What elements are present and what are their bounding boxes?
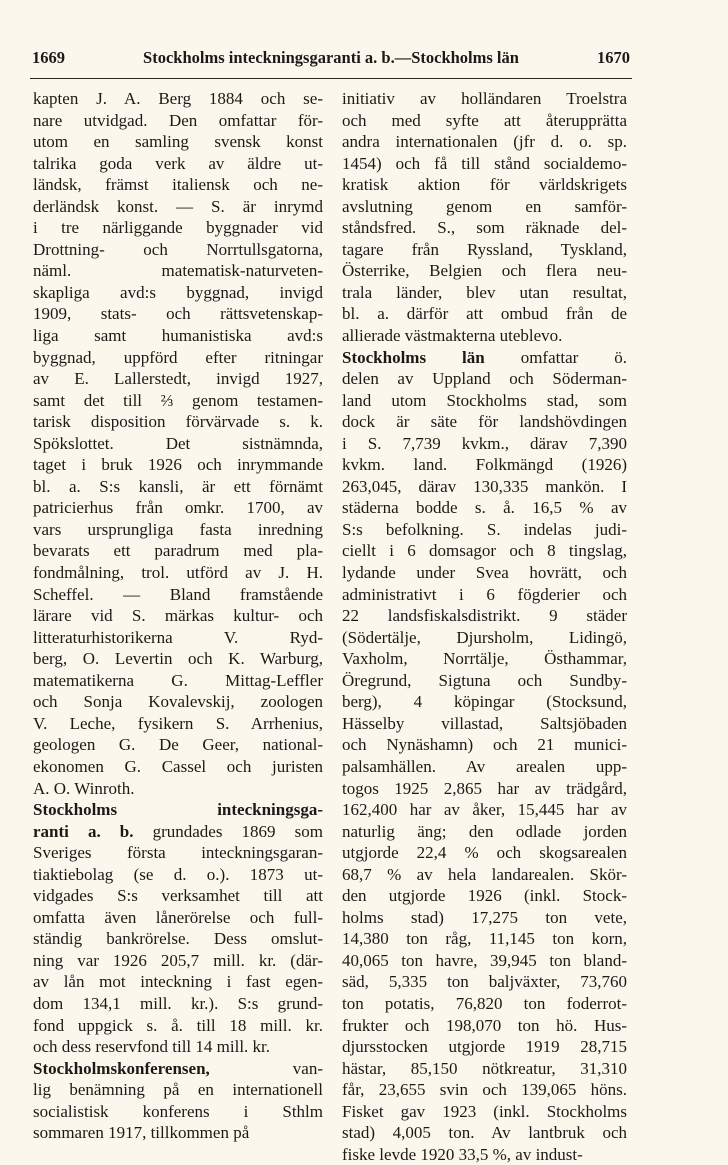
text-line: tiaktiebolag (se d. o.). 1873 ut- [33,864,323,884]
text-line: och Sonja Kovalevskij, zoologen [33,692,323,712]
text-line: initiativ av holländaren Troelstra [342,89,627,108]
text-line: ekonomen G. Cassel och juristen [33,756,323,776]
text-line: allierade västmakterna uteblevo. [342,326,563,346]
text-line: derländsk konst. — S. är inrymd [33,196,323,216]
text-line: djursstocken utgjorde 1919 28,715 [342,1037,627,1057]
text-line: utgjorde 22,4 % och skogsarealen [342,843,627,863]
text-line: bevarats ett paradrum med pla- [33,541,323,561]
text-line: tagare från Ryssland, Tyskland, [342,239,627,259]
text-line: 162,400 har av åker, 15,445 har av [342,800,627,820]
text-line: ciellt i 6 domsagor och 8 tingslag, [342,541,627,561]
text-line: den utgjorde 1926 (inkl. Stock- [342,886,627,906]
text-line: Stockholmskonferensen, van- [33,1058,323,1078]
text-line: omfatta även lånerörelse och full- [33,907,323,927]
text-line: bl. a. därför att ombud från de [342,304,627,324]
text-line: socialistisk konferens i Sthlm [33,1101,323,1121]
text-line: byggnad, uppförd efter ritningar [33,347,323,367]
text-line: sommaren 1917, tillkommen på [33,1123,250,1143]
text-line: stad) 4,005 ton. Av lantbruk och [342,1123,627,1143]
text-line: fond uppgick s. å. till 18 mill. kr. [33,1015,323,1035]
text-line: (Södertälje, Djursholm, Lidingö, [342,627,627,647]
text-line: palsamhällen. Av arealen upp- [342,756,627,776]
text-line: 68,7 % av hela landarealen. Skör- [342,864,627,884]
text-line: ståndsfred. S., som räknade del- [342,218,627,238]
text-line: Stockholms län omfattar ö. [342,347,627,367]
text-line: 40,065 ton havre, 39,945 ton bland- [342,950,627,970]
text-line: av lån mot inteckning i fast egen- [33,972,323,992]
text-line: säd, 5,335 ton baljväxter, 73,760 [342,972,627,992]
entry-headword: Stockholmskonferensen, [33,1058,210,1078]
text-line: fiske levde 1920 33,5 %, av indust- [342,1144,583,1164]
text-line: togos 1925 2,865 har av trädgård, [342,778,627,798]
text-line: i tre närliggande byggnader vid [33,218,323,238]
text-line: kapten J. A. Berg 1884 och se- [33,89,323,108]
text-line: Vaxholm, Norrtälje, Östhammar, [342,649,627,669]
text-line: berg), 4 köpingar (Stocksund, [342,692,627,712]
text-line: liga samt humanistiska avd:s [33,326,323,346]
text-line: kratisk aktion för världskrigets [342,175,627,195]
text-line: får, 23,655 svin och 139,065 höns. [342,1080,627,1100]
text-line: Drottning- och Norrtullsgatorna, [33,239,323,259]
text-line: delen av Uppland och Söderman- [342,369,627,389]
text-line: litteraturhistorikerna V. Ryd- [33,627,323,647]
text-line: ning var 1926 205,7 mill. kr. (där- [33,950,323,970]
text-line: 1909, stats- och rättsvetenskap- [33,304,323,324]
text-line: V. Leche, fysikern S. Arrhenius, [33,713,323,733]
text-line: holms stad) 17,275 ton vete, [342,907,627,927]
text-line: dock är säte för landshövdingen [342,412,627,432]
text-line: ständig bankrörelse. Dess omslut- [33,929,323,949]
text-line: taget i bruk 1926 och inrymmande [33,455,323,475]
text-line: av E. Lallerstedt, invigd 1927, [33,369,323,389]
text-line: Scheffel. — Bland framstående [33,584,323,604]
page-number-right: 1670 [597,48,630,67]
text-line: bl. a. S:s kansli, är ett förnämt [33,476,323,496]
text-line: tarisk disposition förvärvade s. k. [33,412,323,432]
text-line: i S. 7,739 kvkm., därav 7,390 [342,433,627,453]
running-title: Stockholms inteckningsgaranti a. b.—Stockholms län [143,48,519,67]
text-line: ländsk, främst italiensk och ne- [33,175,323,195]
text-line: nare utvidgad. Den omfattar för- [33,110,323,130]
entry-headword: Stockholms län [342,347,485,367]
text-line: A. O. Winroth. [33,778,135,798]
text-line: andra internationalen (jfr d. o. sp. [342,132,627,152]
entry-headword: ranti a. b. [33,821,134,841]
text-line: 263,045, därav 130,335 mankön. I [342,476,627,496]
text-line: Sveriges första inteckningsgaran- [33,843,323,863]
text-line: 1454) och få till stånd socialdemo- [342,153,627,173]
text-line: lydande under Svea hovrätt, och [342,563,627,583]
text-line: frukter och 198,070 ton hö. Hus- [342,1015,627,1035]
text-line: trala länder, blev utan resultat, [342,282,627,302]
text-line: 14,380 ton råg, 11,145 ton korn, [342,929,627,949]
text-line: administrativt i 6 fögderier och [342,584,627,604]
text-line: fondmålning, trol. utförd av J. H. [33,563,323,583]
text-line: ton potatis, 76,820 ton foderrot- [342,993,627,1013]
text-line [33,799,323,821]
text-line: patricierhus från omkr. 1700, av [33,498,323,518]
text-line: och med syfte att återupprätta [342,110,627,130]
text-line: skapliga avd:s byggnad, invigd [33,282,323,302]
text-line: vidgades S:s verksamhet till att [33,886,323,906]
text-line: naturlig äng; den odlade jorden [342,821,627,841]
text-line: matematikerna G. Mittag-Leffler [33,670,323,690]
page-number-left: 1669 [32,48,65,67]
text-line: ranti a. b. grundades 1869 som [33,821,323,841]
text-line: S:s befolkning. S. indelas judi- [342,519,627,539]
text-line: näml. matematisk-naturveten- [33,261,323,281]
text-line: lärare vid S. märkas kultur- och [33,606,323,626]
text-line: kvkm. land. Folkmängd (1926) [342,455,627,475]
left-column [33,88,323,1144]
page-header [30,42,632,79]
text-line: Spökslottet. Det sistnämnda, [33,433,323,453]
text-line: avslutning genom en samför- [342,196,627,216]
text-line: utom en samling svensk konst [33,132,323,152]
text-line: hästar, 85,150 nötkreatur, 31,310 [342,1058,627,1078]
text-line: vars ursprungliga fasta inredning [33,519,323,539]
text-line: och Nynäshamn) och 21 munici- [342,735,627,755]
text-line: samt det till ⅔ genom testamen- [33,390,323,410]
text-line: talrika goda verk av äldre ut- [33,153,323,173]
text-line: lig benämning på en internationell [33,1080,323,1100]
right-column [342,88,627,1165]
entry-headword: Stockholms inteckningsga- [33,800,323,820]
text-line: 22 landsfiskalsdistrikt. 9 städer [342,606,627,626]
text-line: Öregrund, Sigtuna och Sundby- [342,670,627,690]
text-line: berg, O. Levertin och K. Warburg, [33,649,323,669]
text-line: Hässelby villastad, Saltsjöbaden [342,713,627,733]
text-line: geologen G. De Geer, national- [33,735,323,755]
text-line: och dess reservfond till 14 mill. kr. [33,1037,271,1057]
text-line: land utom Stockholms stad, som [342,390,627,410]
text-line: Fisket gav 1923 (inkl. Stockholms [342,1101,627,1121]
text-line: Österrike, Belgien och flera neu- [342,261,627,281]
text-line: städerna bodde s. å. 16,5 % av [342,498,627,518]
text-line: dom 134,1 mill. kr.). S:s grund- [33,993,323,1013]
